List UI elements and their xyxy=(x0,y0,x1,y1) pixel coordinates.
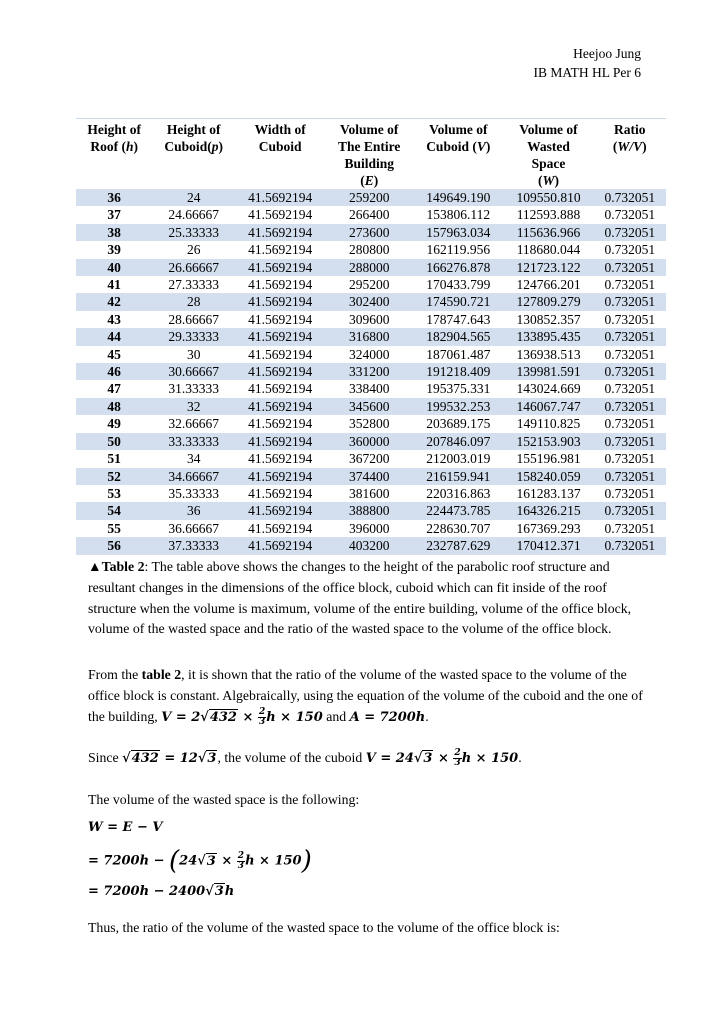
table-cell: 41.5692194 xyxy=(235,502,325,519)
table-row xyxy=(76,415,666,432)
table-cell: 46 xyxy=(76,363,152,380)
table-cell: 26 xyxy=(152,241,235,258)
table-row xyxy=(76,398,666,415)
table-row xyxy=(76,468,666,485)
table-cell: 50 xyxy=(76,433,152,450)
table-cell: 302400 xyxy=(325,293,413,310)
table-cell: 41.5692194 xyxy=(235,311,325,328)
table-cell: 30 xyxy=(152,346,235,363)
table-cell: 0.732051 xyxy=(594,293,666,310)
table-cell: 164326.215 xyxy=(503,502,593,519)
table-cell: 0.732051 xyxy=(594,241,666,258)
table-row xyxy=(76,380,666,397)
caption-text: : The table above shows the changes to the height of the parabolic roof structure and resultant changes in the dimensions of the office block, cuboid which can fit inside of the roof structure when the volume is maximum, volume of the entire building, volume of the office block, volume of the wasted space and the ratio of the wasted space to the volume of the office block. xyxy=(88,559,632,637)
table-row xyxy=(76,293,666,310)
table-cell: 51 xyxy=(76,450,152,467)
table-cell: 288000 xyxy=(325,259,413,276)
table-cell: 167369.293 xyxy=(503,520,593,537)
table-row xyxy=(76,206,666,223)
table-cell: 32.66667 xyxy=(152,415,235,432)
table-cell: 187061.487 xyxy=(413,346,503,363)
table-cell: 112593.888 xyxy=(503,206,593,223)
table-cell: 40 xyxy=(76,259,152,276)
table-cell: 403200 xyxy=(325,537,413,554)
table-cell: 27.33333 xyxy=(152,276,235,293)
table-cell: 273600 xyxy=(325,224,413,241)
table-cell: 41.5692194 xyxy=(235,398,325,415)
table-cell: 41 xyxy=(76,276,152,293)
table-cell: 0.732051 xyxy=(594,433,666,450)
table-cell: 316800 xyxy=(325,328,413,345)
table-cell: 212003.019 xyxy=(413,450,503,467)
table-cell: 41.5692194 xyxy=(235,520,325,537)
paragraph-since: Since √432 = 12√3, the volume of the cuboid V = 24√3 × $\frac{2}{3}$ h × 150. xyxy=(88,748,522,768)
equation-w-definition: W = E − V xyxy=(88,820,163,835)
table-cell: 41.5692194 xyxy=(235,241,325,258)
paragraph-ratio-intro: Thus, the ratio of the volume of the wasted space to the volume of the office block is: xyxy=(88,920,560,935)
table-cell: 41.5692194 xyxy=(235,363,325,380)
table-row xyxy=(76,363,666,380)
table-cell: 352800 xyxy=(325,415,413,432)
table-cell: 224473.785 xyxy=(413,502,503,519)
table-row xyxy=(76,520,666,537)
table-cell: 207846.097 xyxy=(413,433,503,450)
table-cell: 0.732051 xyxy=(594,276,666,293)
table-cell: 0.732051 xyxy=(594,485,666,502)
table-cell: 24 xyxy=(152,189,235,206)
table-cell: 41.5692194 xyxy=(235,206,325,223)
table-row xyxy=(76,433,666,450)
table-cell: 360000 xyxy=(325,433,413,450)
paragraph-ratio-constant: From the table 2, it is shown that the ratio of the volume of the wasted space to the volume of the office block is constant. Algebraically, using the equation of the volume of the cuboid and the one of the building, V = 2√432 × $\frac{2}{3}$ h × 150 and A = 7200h. xyxy=(88,667,643,727)
para2-mid: , the volume of the cuboid xyxy=(217,750,366,765)
course-name: IB MATH HL Per 6 xyxy=(533,65,641,80)
table-cell: 345600 xyxy=(325,398,413,415)
table-cell: 41.5692194 xyxy=(235,415,325,432)
table-cell: 155196.981 xyxy=(503,450,593,467)
table-row xyxy=(76,485,666,502)
table-cell: 232787.629 xyxy=(413,537,503,554)
table-cell: 266400 xyxy=(325,206,413,223)
table-body xyxy=(76,189,666,555)
table-cell: 24.66667 xyxy=(152,206,235,223)
table-cell: 0.732051 xyxy=(594,398,666,415)
table-cell: 28 xyxy=(152,293,235,310)
table-cell: 0.732051 xyxy=(594,328,666,345)
table-cell: 295200 xyxy=(325,276,413,293)
table-cell: 324000 xyxy=(325,346,413,363)
table-cell: 0.732051 xyxy=(594,520,666,537)
table-cell: 127809.279 xyxy=(503,293,593,310)
table-cell: 41.5692194 xyxy=(235,224,325,241)
table-cell: 28.66667 xyxy=(152,311,235,328)
sqrt-simplification: √432 = 12√3 xyxy=(122,751,217,766)
table-cell: 48 xyxy=(76,398,152,415)
table-cell: 37 xyxy=(76,206,152,223)
table-row xyxy=(76,311,666,328)
table-cell: 41.5692194 xyxy=(235,259,325,276)
volume-building-equation: A = 7200h xyxy=(349,709,426,725)
table-cell: 118680.044 xyxy=(503,241,593,258)
table-cell: 53 xyxy=(76,485,152,502)
table-cell: 174590.721 xyxy=(413,293,503,310)
table-cell: 153806.112 xyxy=(413,206,503,223)
table-cell: 34 xyxy=(152,450,235,467)
table-row xyxy=(76,537,666,554)
table-cell: 170412.371 xyxy=(503,537,593,554)
table-cell: 54 xyxy=(76,502,152,519)
table-cell: 166276.878 xyxy=(413,259,503,276)
table-cell: 381600 xyxy=(325,485,413,502)
caption-marker: ▲Table 2 xyxy=(88,559,145,574)
table-header xyxy=(76,119,666,190)
table-cell: 31.33333 xyxy=(152,380,235,397)
table-cell: 124766.201 xyxy=(503,276,593,293)
table-cell: 0.732051 xyxy=(594,502,666,519)
column-header: Height of Roof (h) xyxy=(87,122,141,154)
table-row xyxy=(76,450,666,467)
table-cell: 136938.513 xyxy=(503,346,593,363)
table-cell: 191218.409 xyxy=(413,363,503,380)
table-header-row xyxy=(76,119,666,190)
table-cell: 146067.747 xyxy=(503,398,593,415)
para1-pre: From the xyxy=(88,667,142,682)
table-cell: 338400 xyxy=(325,380,413,397)
para1-bold: table 2 xyxy=(141,667,182,682)
table-cell: 30.66667 xyxy=(152,363,235,380)
table-cell: 220316.863 xyxy=(413,485,503,502)
table-cell: 47 xyxy=(76,380,152,397)
table-row xyxy=(76,502,666,519)
table-cell: 133895.435 xyxy=(503,328,593,345)
cuboid-volume-simplified: V = 24√3 × $\frac{2}{3}$ h × 150 xyxy=(365,748,519,768)
table-cell: 121723.122 xyxy=(503,259,593,276)
para1-and: and xyxy=(322,708,350,724)
table-cell: 149110.825 xyxy=(503,415,593,432)
table-cell: 45 xyxy=(76,346,152,363)
table-cell: 41.5692194 xyxy=(235,189,325,206)
table-cell: 152153.903 xyxy=(503,433,593,450)
table-cell: 0.732051 xyxy=(594,311,666,328)
column-header: Width of Cuboid xyxy=(254,122,306,154)
table-cell: 37.33333 xyxy=(152,537,235,554)
table-cell: 35.33333 xyxy=(152,485,235,502)
column-header: Height of Cuboid(p) xyxy=(164,122,223,154)
table-cell: 367200 xyxy=(325,450,413,467)
table-cell: 0.732051 xyxy=(594,206,666,223)
table-cell: 25.33333 xyxy=(152,224,235,241)
table-cell: 170433.799 xyxy=(413,276,503,293)
table-row xyxy=(76,276,666,293)
table-cell: 39 xyxy=(76,241,152,258)
paragraph-wasted-space-intro: The volume of the wasted space is the following: xyxy=(88,792,360,807)
table-cell: 42 xyxy=(76,293,152,310)
table-cell: 0.732051 xyxy=(594,468,666,485)
table-cell: 44 xyxy=(76,328,152,345)
table-cell: 0.732051 xyxy=(594,259,666,276)
author-name: Heejoo Jung xyxy=(573,46,641,61)
table-cell: 0.732051 xyxy=(594,189,666,206)
table-cell: 38 xyxy=(76,224,152,241)
table-cell: 280800 xyxy=(325,241,413,258)
table-caption xyxy=(88,557,648,640)
table-row xyxy=(76,224,666,241)
table-cell: 41.5692194 xyxy=(235,346,325,363)
table-cell: 33.33333 xyxy=(152,433,235,450)
table-row xyxy=(76,328,666,345)
table-cell: 41.5692194 xyxy=(235,380,325,397)
results-table xyxy=(76,118,666,555)
equation-w-expanded: = 7200h − (24√3 × $\frac{2}{3}$ h × 150) xyxy=(88,846,312,876)
table-cell: 162119.956 xyxy=(413,241,503,258)
table-cell: 32 xyxy=(152,398,235,415)
table-cell: 0.732051 xyxy=(594,537,666,554)
table-cell: 29.33333 xyxy=(152,328,235,345)
table-cell: 203689.175 xyxy=(413,415,503,432)
table-cell: 216159.941 xyxy=(413,468,503,485)
table-cell: 41.5692194 xyxy=(235,276,325,293)
table-cell: 55 xyxy=(76,520,152,537)
table-cell: 139981.591 xyxy=(503,363,593,380)
table-cell: 199532.253 xyxy=(413,398,503,415)
table-cell: 195375.331 xyxy=(413,380,503,397)
column-header: Volume of Cuboid (V) xyxy=(426,122,491,154)
table-cell: 34.66667 xyxy=(152,468,235,485)
table-cell: 0.732051 xyxy=(594,415,666,432)
table-cell: 41.5692194 xyxy=(235,468,325,485)
table-cell: 143024.669 xyxy=(503,380,593,397)
table-cell: 178747.643 xyxy=(413,311,503,328)
table-cell: 157963.034 xyxy=(413,224,503,241)
results-table-container xyxy=(76,118,666,555)
table-cell: 388800 xyxy=(325,502,413,519)
column-header: Volume of The Entire Building (E) xyxy=(338,122,401,188)
table-cell: 228630.707 xyxy=(413,520,503,537)
table-cell: 0.732051 xyxy=(594,450,666,467)
table-cell: 52 xyxy=(76,468,152,485)
equation-w-simplified: = 7200h − 2400√3h xyxy=(88,884,235,899)
table-cell: 41.5692194 xyxy=(235,450,325,467)
table-cell: 49 xyxy=(76,415,152,432)
table-cell: 41.5692194 xyxy=(235,537,325,554)
table-cell: 149649.190 xyxy=(413,189,503,206)
table-row xyxy=(76,241,666,258)
table-cell: 331200 xyxy=(325,363,413,380)
table-cell: 41.5692194 xyxy=(235,433,325,450)
table-cell: 130852.357 xyxy=(503,311,593,328)
table-cell: 36.66667 xyxy=(152,520,235,537)
table-cell: 259200 xyxy=(325,189,413,206)
volume-cuboid-equation: V = 2√432 × $\frac{2}{3}$ h × 150 xyxy=(161,706,323,727)
table-cell: 396000 xyxy=(325,520,413,537)
table-cell: 56 xyxy=(76,537,152,554)
table-cell: 36 xyxy=(76,189,152,206)
page-header xyxy=(534,44,642,82)
table-cell: 109550.810 xyxy=(503,189,593,206)
column-header: Volume of Wasted Space (W) xyxy=(519,122,578,188)
table-cell: 309600 xyxy=(325,311,413,328)
column-header: Ratio (W/V) xyxy=(612,122,647,154)
table-cell: 115636.966 xyxy=(503,224,593,241)
table-cell: 0.732051 xyxy=(594,380,666,397)
para1-post: , it is shown that the ratio of the volume of the wasted space to the volume of the office block is constant. Algebraically, using the equation of the volume of the cuboid and the one of the building, xyxy=(88,667,643,724)
para2-pre: Since xyxy=(88,750,123,765)
table-cell: 41.5692194 xyxy=(235,485,325,502)
table-cell: 0.732051 xyxy=(594,224,666,241)
table-row xyxy=(76,189,666,206)
table-cell: 36 xyxy=(152,502,235,519)
table-cell: 43 xyxy=(76,311,152,328)
table-cell: 26.66667 xyxy=(152,259,235,276)
table-cell: 161283.137 xyxy=(503,485,593,502)
table-cell: 41.5692194 xyxy=(235,293,325,310)
table-cell: 182904.565 xyxy=(413,328,503,345)
table-cell: 0.732051 xyxy=(594,363,666,380)
table-cell: 41.5692194 xyxy=(235,328,325,345)
table-cell: 158240.059 xyxy=(503,468,593,485)
table-row xyxy=(76,346,666,363)
table-cell: 374400 xyxy=(325,468,413,485)
table-cell: 0.732051 xyxy=(594,346,666,363)
table-row xyxy=(76,259,666,276)
